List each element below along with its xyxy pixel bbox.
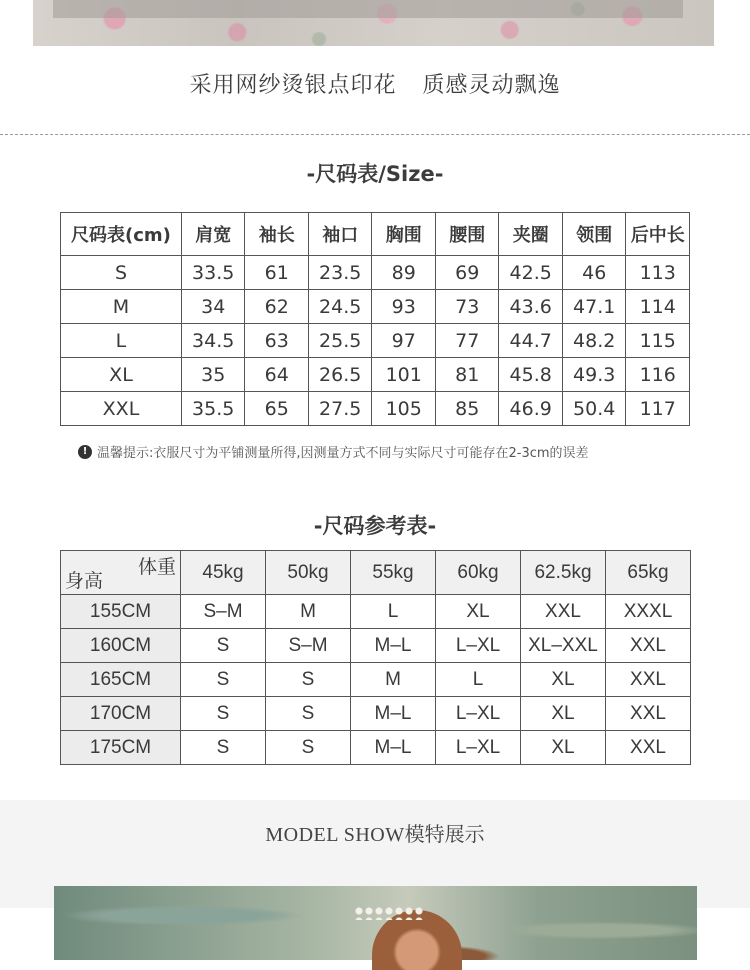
- header-cell: 尺码表(cm): [61, 213, 182, 256]
- recommended-size-cell: S–M: [181, 595, 266, 629]
- recommended-size-cell: XL: [436, 595, 521, 629]
- recommended-size-cell: L: [436, 663, 521, 697]
- weight-cell: 65kg: [606, 551, 691, 595]
- height-row: [61, 629, 691, 663]
- recommended-size-cell: L–XL: [436, 629, 521, 663]
- model-photo: [54, 886, 697, 960]
- fabric-tagline: 采用网纱烫银点印花 质感灵动飘逸: [189, 73, 561, 98]
- recommended-size-cell: S: [266, 663, 351, 697]
- height-cell: 170CM: [61, 697, 181, 731]
- height-row: [61, 663, 691, 697]
- size-label-cell: XL: [61, 358, 182, 392]
- measurement-cell: 35: [181, 358, 245, 392]
- recommended-size-cell: XL: [521, 697, 606, 731]
- size-chart-title: -尺码表/Size-: [306, 162, 444, 186]
- measurement-cell: 116: [626, 358, 690, 392]
- size-row: [61, 256, 690, 290]
- model-show-title: [0, 818, 750, 847]
- measurement-cell: 24.5: [308, 290, 372, 324]
- diagonal-corner-cell: [61, 551, 181, 595]
- measurement-cell: 44.7: [499, 324, 563, 358]
- recommended-size-cell: M–L: [351, 731, 436, 765]
- recommended-size-cell: S: [181, 663, 266, 697]
- recommended-size-cell: XXL: [606, 663, 691, 697]
- measurement-cell: 43.6: [499, 290, 563, 324]
- recommended-size-cell: XL: [521, 663, 606, 697]
- measurement-cell: 33.5: [181, 256, 245, 290]
- recommended-size-cell: S: [266, 731, 351, 765]
- size-row: [61, 290, 690, 324]
- measurement-cell: 93: [372, 290, 436, 324]
- height-cell: 155CM: [61, 595, 181, 629]
- weight-cell: 60kg: [436, 551, 521, 595]
- measurement-cell: 115: [626, 324, 690, 358]
- height-row: [61, 595, 691, 629]
- measurement-cell: 69: [435, 256, 499, 290]
- measurement-cell: 26.5: [308, 358, 372, 392]
- recommended-size-cell: M: [351, 663, 436, 697]
- measurement-cell: 64: [245, 358, 309, 392]
- recommended-size-cell: L–XL: [436, 697, 521, 731]
- height-row: [61, 697, 691, 731]
- weight-cell: 45kg: [181, 551, 266, 595]
- recommended-size-cell: S: [266, 697, 351, 731]
- weight-header-row: [61, 551, 691, 595]
- recommended-size-cell: XL: [521, 731, 606, 765]
- model-show-title-en: MODEL SHOW: [265, 824, 405, 846]
- measurement-cell: 65: [245, 392, 309, 426]
- weight-cell: 50kg: [266, 551, 351, 595]
- height-cell: 175CM: [61, 731, 181, 765]
- recommended-size-cell: L: [351, 595, 436, 629]
- measurement-notice: [78, 442, 589, 461]
- recommended-size-cell: XL–XXL: [521, 629, 606, 663]
- size-label-cell: S: [61, 256, 182, 290]
- measurement-cell: 34.5: [181, 324, 245, 358]
- measurement-cell: 50.4: [562, 392, 626, 426]
- measurement-cell: 81: [435, 358, 499, 392]
- size-row: [61, 392, 690, 426]
- measurement-cell: 46.9: [499, 392, 563, 426]
- measurement-cell: 42.5: [499, 256, 563, 290]
- recommended-size-cell: XXL: [606, 697, 691, 731]
- header-cell: 后中长: [626, 213, 690, 256]
- recommended-size-cell: M–L: [351, 697, 436, 731]
- height-axis-label: 身高: [65, 571, 104, 592]
- size-label-cell: L: [61, 324, 182, 358]
- size-chart-header-row: [61, 213, 690, 256]
- measurement-cell: 61: [245, 256, 309, 290]
- height-row: [61, 731, 691, 765]
- weight-cell: 55kg: [351, 551, 436, 595]
- measurement-cell: 89: [372, 256, 436, 290]
- recommended-size-cell: S: [181, 731, 266, 765]
- measurement-cell: 73: [435, 290, 499, 324]
- weight-cell: 62.5kg: [521, 551, 606, 595]
- measurement-cell: 97: [372, 324, 436, 358]
- size-reference-title: -尺码参考表-: [313, 514, 437, 538]
- height-cell: 165CM: [61, 663, 181, 697]
- header-cell: 领围: [562, 213, 626, 256]
- recommended-size-cell: L–XL: [436, 731, 521, 765]
- recommended-size-cell: XXL: [606, 731, 691, 765]
- size-label-cell: XXL: [61, 392, 182, 426]
- size-label-cell: M: [61, 290, 182, 324]
- recommended-size-cell: S: [181, 629, 266, 663]
- header-cell: 夹圈: [499, 213, 563, 256]
- measurement-cell: 25.5: [308, 324, 372, 358]
- measurement-cell: 23.5: [308, 256, 372, 290]
- measurement-cell: 105: [372, 392, 436, 426]
- notice-text: 温馨提示:衣服尺寸为平铺测量所得,因测量方式不同与实际尺寸可能存在2-3cm的误差: [97, 446, 589, 461]
- size-reference-table: [60, 550, 691, 765]
- header-cell: 袖口: [308, 213, 372, 256]
- exclamation-circle-icon: !: [78, 445, 92, 459]
- size-row: [61, 324, 690, 358]
- header-cell: 袖长: [245, 213, 309, 256]
- header-cell: 肩宽: [181, 213, 245, 256]
- recommended-size-cell: S: [181, 697, 266, 731]
- header-cell: 腰围: [435, 213, 499, 256]
- measurement-cell: 114: [626, 290, 690, 324]
- measurement-cell: 117: [626, 392, 690, 426]
- weight-axis-label: 体重: [137, 557, 176, 578]
- measurement-cell: 47.1: [562, 290, 626, 324]
- measurement-cell: 27.5: [308, 392, 372, 426]
- height-cell: 160CM: [61, 629, 181, 663]
- measurement-cell: 63: [245, 324, 309, 358]
- fabric-detail-photo: [33, 0, 714, 46]
- recommended-size-cell: XXL: [606, 629, 691, 663]
- section-divider: [0, 134, 750, 135]
- measurement-cell: 77: [435, 324, 499, 358]
- size-chart-table: [60, 212, 690, 426]
- recommended-size-cell: S–M: [266, 629, 351, 663]
- measurement-cell: 101: [372, 358, 436, 392]
- header-cell: 胸围: [372, 213, 436, 256]
- recommended-size-cell: M–L: [351, 629, 436, 663]
- recommended-size-cell: M: [266, 595, 351, 629]
- model-show-title-cn: 模特展示: [404, 822, 485, 846]
- measurement-cell: 46: [562, 256, 626, 290]
- measurement-cell: 113: [626, 256, 690, 290]
- measurement-cell: 35.5: [181, 392, 245, 426]
- recommended-size-cell: XXL: [521, 595, 606, 629]
- measurement-cell: 48.2: [562, 324, 626, 358]
- recommended-size-cell: XXXL: [606, 595, 691, 629]
- measurement-cell: 85: [435, 392, 499, 426]
- size-row: [61, 358, 690, 392]
- measurement-cell: 62: [245, 290, 309, 324]
- measurement-cell: 45.8: [499, 358, 563, 392]
- measurement-cell: 49.3: [562, 358, 626, 392]
- measurement-cell: 34: [181, 290, 245, 324]
